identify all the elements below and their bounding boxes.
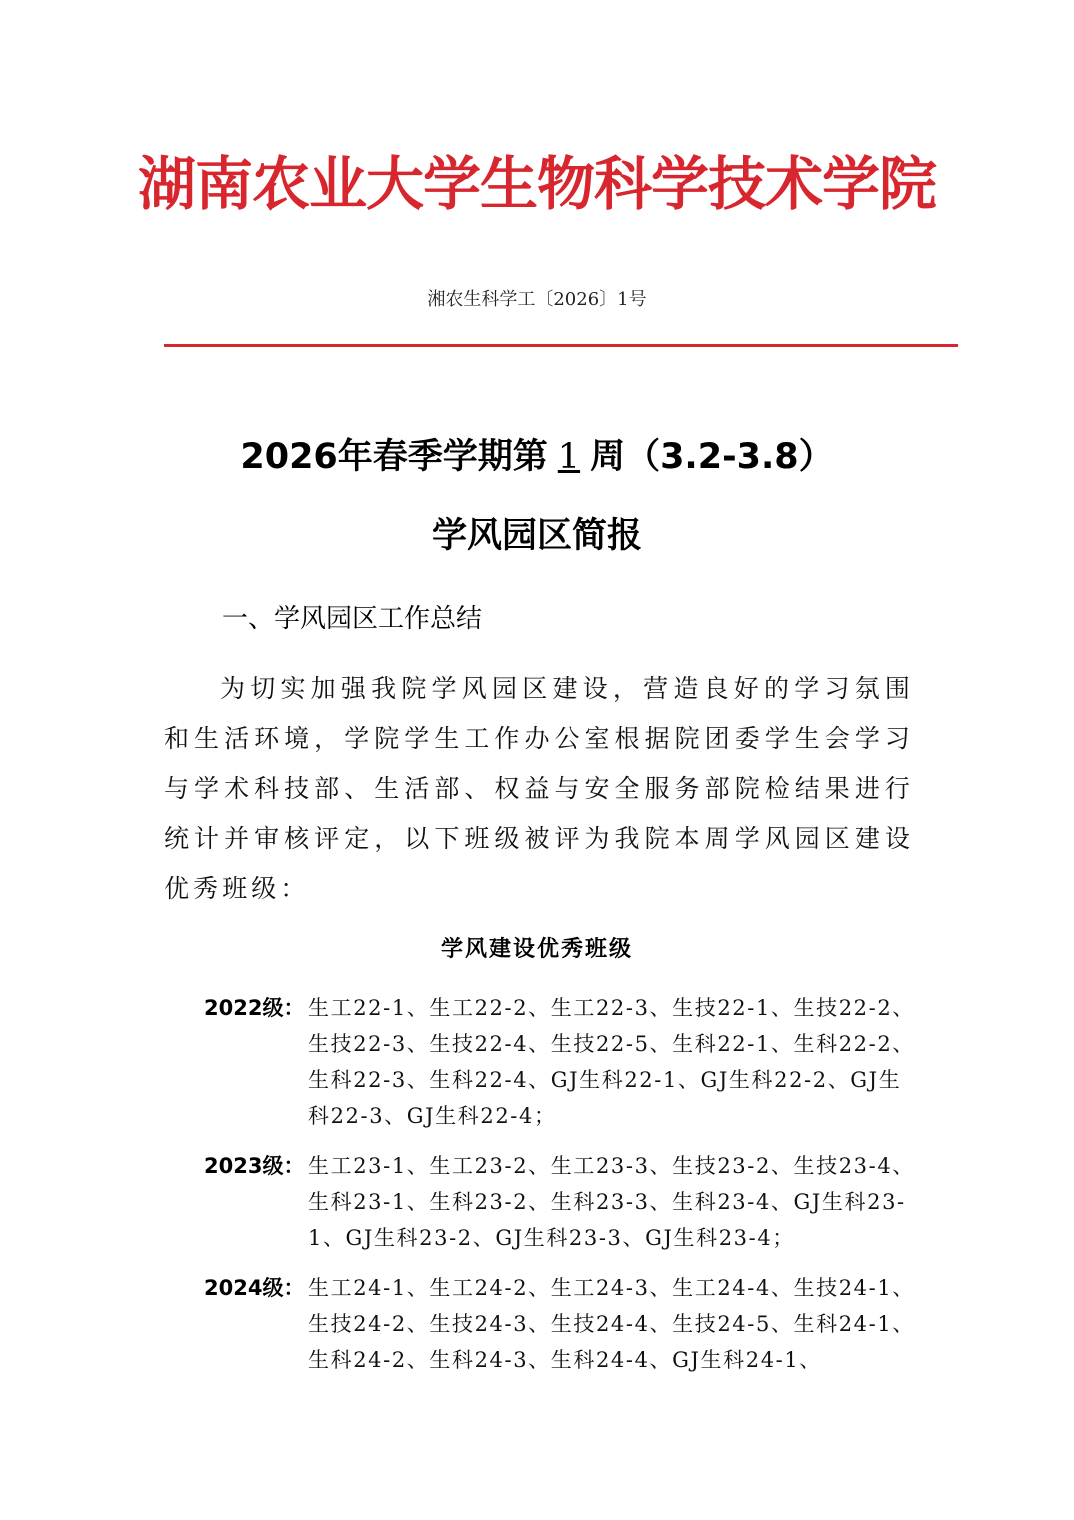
document-title-line-2: 学风园区简报: [431, 516, 642, 556]
document-number: 湘农生科学工〔2026〕1号: [427, 289, 647, 310]
title-suffix: 周（3.2-3.8）: [590, 437, 834, 477]
year-label: 2022级：: [204, 996, 305, 1020]
title-week-number: 1: [557, 437, 581, 477]
title-prefix: 2026年春季学期第: [240, 437, 548, 477]
red-divider-line: [164, 344, 958, 347]
year-label: 2023级：: [204, 1154, 305, 1178]
excellent-classes-heading: 学风建设优秀班级: [440, 936, 633, 962]
year-label: 2024级：: [204, 1276, 305, 1300]
work-summary-paragraph: 为切实加强我院学风园区建设，营造良好的学习氛围和生活环境，学院学生工作办公室根据院团委学生会学习与学术科技部、生活部、权益与安全服务部院检结果进行统计并审核评定，以下班级被评为我院本周学风园区建设优秀班级：: [164, 674, 914, 903]
class-list: 生工23-1、生工23-2、生工23-3、生技23-2、生技23-4、生科23-1、生科23-2、生科23-3、生科23-4、GJ生科23-1、GJ生科23-2、GJ生科23-3、GJ生科23-4；: [308, 1154, 915, 1250]
document-title-line-1: [0, 434, 1074, 480]
class-list: 生工22-1、生工22-2、生工22-3、生技22-1、生技22-2、生技22-3、生技22-4、生技22-5、生科22-1、生科22-2、生科22-3、生科22-4、GJ生科22-1、GJ生科22-2、GJ生科22-3、GJ生科22-4；: [308, 996, 915, 1128]
class-list: 生工24-1、生工24-2、生工24-3、生工24-4、生技24-1、生技24-2、生技24-3、生技24-4、生技24-5、生科24-1、生科24-2、生科24-3、生科24-4、GJ生科24-1、: [308, 1276, 915, 1372]
section-heading-work-summary: 一、学风园区工作总结: [222, 604, 483, 634]
institution-masthead: 湖南农业大学生物科学技术学院: [137, 150, 936, 218]
